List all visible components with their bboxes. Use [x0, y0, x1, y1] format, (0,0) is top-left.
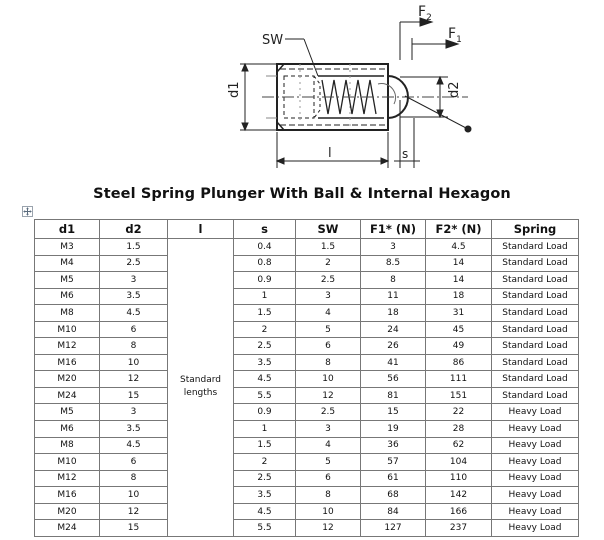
col-header-f2: F2* (N) [426, 220, 492, 239]
merged-line-2: lengths [183, 388, 218, 399]
cell-d2: 4.5 [100, 437, 168, 454]
label-f2: $F_2$ [418, 4, 432, 23]
label-s: s [402, 147, 409, 161]
cell-f2: 110 [426, 470, 492, 487]
table-row [35, 371, 579, 388]
cell-f2: 166 [426, 503, 492, 520]
col-header-d1: d1 [35, 220, 100, 239]
cell-f2: 111 [426, 371, 492, 388]
cell-f2: 142 [426, 487, 492, 504]
page-title: Steel Spring Plunger With Ball & Internal Hexagon [93, 186, 511, 202]
cell-s: 4.5 [234, 371, 296, 388]
cell-f1: 57 [361, 454, 426, 471]
cell-d1: M20 [35, 503, 100, 520]
cell-f1: 8 [361, 272, 426, 289]
cell-s: 3.5 [234, 487, 296, 504]
cell-d1: M4 [35, 255, 100, 272]
cell-s: 0.9 [234, 404, 296, 421]
cell-sw: 3 [296, 288, 361, 305]
cell-f1: 68 [361, 487, 426, 504]
cell-sw: 8 [296, 487, 361, 504]
cell-d1: M16 [35, 354, 100, 371]
table-row [35, 437, 579, 454]
cell-f1: 56 [361, 371, 426, 388]
cell-sw: 10 [296, 503, 361, 520]
cell-s: 5.5 [234, 387, 296, 404]
table-row [35, 338, 579, 355]
cell-s: 1.5 [234, 437, 296, 454]
cell-f2: 4.5 [426, 239, 492, 256]
label-d2: d2 [447, 81, 462, 98]
cell-sw: 5 [296, 454, 361, 471]
table-row [35, 272, 579, 289]
cell-f2: 49 [426, 338, 492, 355]
cell-d1: M8 [35, 305, 100, 322]
cell-spring: Standard Load [492, 239, 579, 256]
cell-f2: 14 [426, 272, 492, 289]
cell-f1: 26 [361, 338, 426, 355]
cell-d2: 6 [100, 321, 168, 338]
cell-sw: 1.5 [296, 239, 361, 256]
cell-d2: 6 [100, 454, 168, 471]
cell-s: 0.8 [234, 255, 296, 272]
table-row [35, 239, 579, 256]
cell-f1: 36 [361, 437, 426, 454]
cell-l-standard-lengths [168, 239, 234, 537]
cell-f2: 31 [426, 305, 492, 322]
cell-d2: 4.5 [100, 305, 168, 322]
cell-spring: Standard Load [492, 288, 579, 305]
cell-d1: M10 [35, 454, 100, 471]
cell-f1: 15 [361, 404, 426, 421]
cell-f2: 18 [426, 288, 492, 305]
table-row [35, 288, 579, 305]
cell-spring: Heavy Load [492, 503, 579, 520]
cell-d2: 12 [100, 503, 168, 520]
col-header-d2: d2 [100, 220, 168, 239]
cell-spring: Standard Load [492, 321, 579, 338]
cell-d2: 1.5 [100, 239, 168, 256]
cell-spring: Standard Load [492, 387, 579, 404]
cell-spring: Heavy Load [492, 470, 579, 487]
cell-d1: M5 [35, 404, 100, 421]
cell-d1: M20 [35, 371, 100, 388]
cell-spring: Standard Load [492, 255, 579, 272]
cell-s: 2.5 [234, 338, 296, 355]
cell-f1: 18 [361, 305, 426, 322]
label-l: l [328, 146, 332, 161]
cell-s: 2 [234, 321, 296, 338]
cell-d2: 12 [100, 371, 168, 388]
cell-d1: M12 [35, 338, 100, 355]
table-body [35, 239, 579, 537]
col-header-f1: F1* (N) [361, 220, 426, 239]
cell-s: 1 [234, 288, 296, 305]
cell-d2: 8 [100, 470, 168, 487]
cell-f1: 81 [361, 387, 426, 404]
cell-f2: 237 [426, 520, 492, 537]
cell-f1: 84 [361, 503, 426, 520]
move-arrows-icon [23, 207, 32, 216]
cell-d2: 3.5 [100, 421, 168, 438]
cell-s: 0.9 [234, 272, 296, 289]
cell-f2: 104 [426, 454, 492, 471]
table-row [35, 354, 579, 371]
cell-spring: Standard Load [492, 305, 579, 322]
cell-sw: 5 [296, 321, 361, 338]
table-row [35, 305, 579, 322]
cell-spring: Heavy Load [492, 454, 579, 471]
cell-f1: 11 [361, 288, 426, 305]
cell-sw: 2 [296, 255, 361, 272]
cell-s: 1.5 [234, 305, 296, 322]
specification-table [34, 219, 579, 537]
cell-spring: Heavy Load [492, 421, 579, 438]
cell-spring: Standard Load [492, 338, 579, 355]
cell-d1: M6 [35, 421, 100, 438]
col-header-l: l [168, 220, 234, 239]
cell-sw: 6 [296, 470, 361, 487]
cell-f2: 151 [426, 387, 492, 404]
cell-d1: M5 [35, 272, 100, 289]
label-sw: SW [262, 33, 284, 48]
cell-sw: 4 [296, 437, 361, 454]
merged-line-1: Standard [180, 375, 221, 386]
cell-d2: 3 [100, 272, 168, 289]
cell-f2: 22 [426, 404, 492, 421]
col-header-sw: SW [296, 220, 361, 239]
table-row [35, 321, 579, 338]
cell-d2: 15 [100, 387, 168, 404]
cell-d1: M8 [35, 437, 100, 454]
cell-s: 2.5 [234, 470, 296, 487]
cell-sw: 8 [296, 354, 361, 371]
cell-spring: Heavy Load [492, 404, 579, 421]
table-row [35, 454, 579, 471]
cell-d2: 10 [100, 487, 168, 504]
cell-d2: 3 [100, 404, 168, 421]
cell-f1: 24 [361, 321, 426, 338]
cell-spring: Standard Load [492, 371, 579, 388]
cell-s: 1 [234, 421, 296, 438]
cell-d1: M3 [35, 239, 100, 256]
cell-sw: 10 [296, 371, 361, 388]
table-row [35, 520, 579, 537]
cell-f2: 28 [426, 421, 492, 438]
cell-d2: 8 [100, 338, 168, 355]
cell-spring: Standard Load [492, 272, 579, 289]
cell-f1: 41 [361, 354, 426, 371]
spring-plunger-diagram [0, 0, 604, 180]
table-row [35, 470, 579, 487]
table-row [35, 421, 579, 438]
cell-f1: 3 [361, 239, 426, 256]
cell-d1: M24 [35, 387, 100, 404]
col-header-spring: Spring [492, 220, 579, 239]
cell-sw: 4 [296, 305, 361, 322]
table-row [35, 255, 579, 272]
cell-f2: 14 [426, 255, 492, 272]
cell-s: 4.5 [234, 503, 296, 520]
cell-sw: 3 [296, 421, 361, 438]
cell-d2: 2.5 [100, 255, 168, 272]
cell-spring: Standard Load [492, 354, 579, 371]
table-row [35, 404, 579, 421]
table-row [35, 487, 579, 504]
cell-s: 2 [234, 454, 296, 471]
label-d1: d1 [227, 81, 242, 98]
col-header-s: s [234, 220, 296, 239]
header-row [35, 220, 579, 239]
cell-s: 3.5 [234, 354, 296, 371]
table-move-handle[interactable] [22, 206, 33, 217]
cell-d1: M12 [35, 470, 100, 487]
cell-s: 0.4 [234, 239, 296, 256]
cell-f1: 8.5 [361, 255, 426, 272]
cell-sw: 2.5 [296, 272, 361, 289]
cell-d1: M6 [35, 288, 100, 305]
cell-d2: 3.5 [100, 288, 168, 305]
cell-f2: 45 [426, 321, 492, 338]
cell-d1: M24 [35, 520, 100, 537]
cell-d2: 10 [100, 354, 168, 371]
table-row [35, 387, 579, 404]
cell-d1: M16 [35, 487, 100, 504]
cell-spring: Heavy Load [492, 520, 579, 537]
cell-s: 5.5 [234, 520, 296, 537]
cell-f2: 86 [426, 354, 492, 371]
cell-f1: 127 [361, 520, 426, 537]
cell-d1: M10 [35, 321, 100, 338]
cell-f2: 62 [426, 437, 492, 454]
cell-sw: 6 [296, 338, 361, 355]
table-row [35, 503, 579, 520]
cell-d2: 15 [100, 520, 168, 537]
cell-spring: Heavy Load [492, 487, 579, 504]
cell-sw: 12 [296, 387, 361, 404]
cell-sw: 2.5 [296, 404, 361, 421]
cell-spring: Heavy Load [492, 437, 579, 454]
label-f1: $F_1$ [448, 26, 462, 45]
cell-f1: 19 [361, 421, 426, 438]
cell-f1: 61 [361, 470, 426, 487]
cell-sw: 12 [296, 520, 361, 537]
